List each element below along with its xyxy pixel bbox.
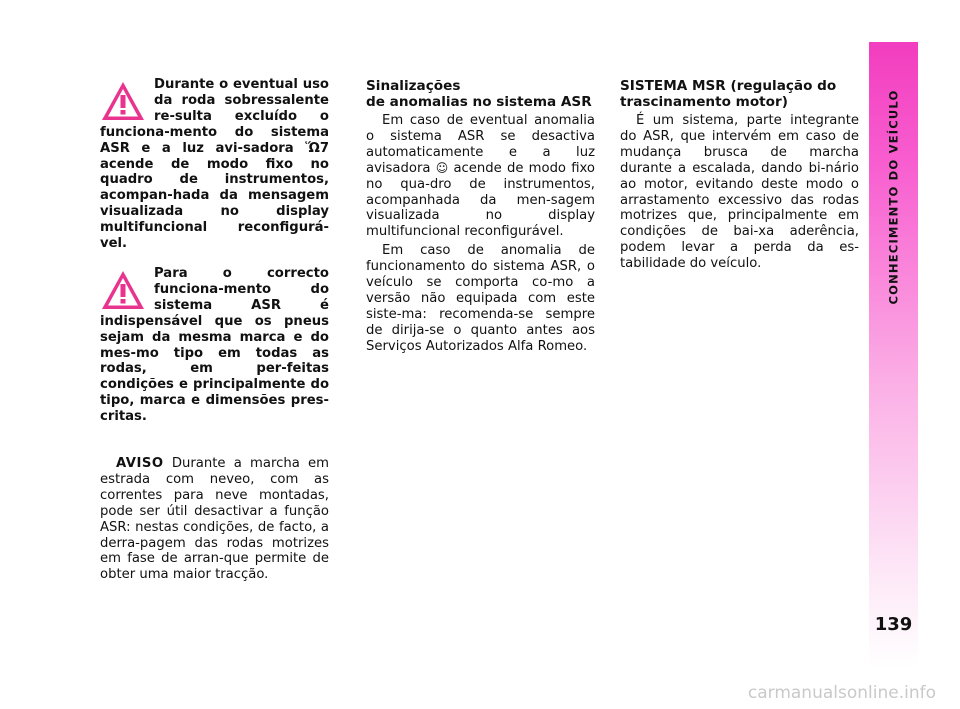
chapter-title-container xyxy=(869,42,918,352)
msr-heading-line1: SISTEMA MSR (regulação do xyxy=(620,78,837,94)
anomalies-heading-line2: de anomalias no sistema ASR xyxy=(366,94,592,110)
anomalies-heading-line1: Sinalizações xyxy=(366,78,461,94)
msr-heading-line2: trascinamento motor) xyxy=(620,94,788,110)
asr-warning-light-icon: ☺︎ xyxy=(435,160,449,175)
warning-triangle-icon xyxy=(100,269,146,311)
msr-heading xyxy=(620,78,859,110)
warning-text-tyres: Para o correcto funciona-mento do sistema ASR é indispensável que os pneus sejam da mesma marca e do mes-mo tipo em todas as rodas, em per-feitas condições e principalmente do tipo, marca e dimensões pres-critas. xyxy=(100,266,329,425)
anomalies-paragraph-2: Em caso de anomalia de funcionamento do sistema ASR, o veículo se comporta co-mo a versão não equipada com este siste-ma: recomenda-se sempre de dirija-se o quanto antes aos Serviços Autorizados Alfa Romeo. xyxy=(366,243,595,354)
anomalies-paragraph-1 xyxy=(366,113,595,240)
notice-text: Durante a marcha em estrada com neveo, com as correntes para neve montadas, pode ser útil desactivar a função ASR: nestas condições, de facto, a derra-pagem das rodas motrizes em fase de arran-que permite de obter uma maior tracção. xyxy=(100,456,329,583)
anomalies-p1-after: acende de modo fixo no qua-dro de instrumentos, acompanhada da men-sagem visualizada no display multifuncional reconfigurável. xyxy=(366,160,595,240)
notice-block xyxy=(100,456,329,583)
anomalies-heading xyxy=(366,78,595,110)
anomalies-p1-before: Em caso de eventual anomalia o sistema ASR se desactiva automaticamente e a luz avisadora xyxy=(366,113,595,176)
warning-block-spare-wheel xyxy=(100,77,329,252)
warning-triangle-icon xyxy=(100,80,146,122)
anomalies-section xyxy=(366,78,595,358)
warning-text-spare-wheel: Durante o eventual uso da roda sobressalente re-sulta excluído o funciona-mento do sistema ASR e a luz avi-sadora Ὥ7 acende de modo fixo no quadro de instrumentos, acompan-hada da mensagem visualizada no display multifuncional reconfigurá-vel. xyxy=(100,77,329,252)
watermark: carmanualsonline.info xyxy=(747,683,936,703)
msr-section xyxy=(620,78,859,275)
page-number: 139 xyxy=(874,614,913,635)
chapter-title: CONHECIMENTO DO VEÍCULO xyxy=(886,89,901,305)
msr-paragraph-1: É um sistema, parte integrante do ASR, que intervém em caso de mudança brusca de marcha durante a escalada, dando bi-nário ao motor, evitando deste modo o arrastamento excessivo das rodas motrizes que, principalmente em condições de bai-xa aderência, podem levar a perda da es-tabilidade do veículo. xyxy=(620,113,859,272)
notice-keyword: AVISO xyxy=(116,456,164,471)
warning-block-tyres xyxy=(100,266,329,425)
